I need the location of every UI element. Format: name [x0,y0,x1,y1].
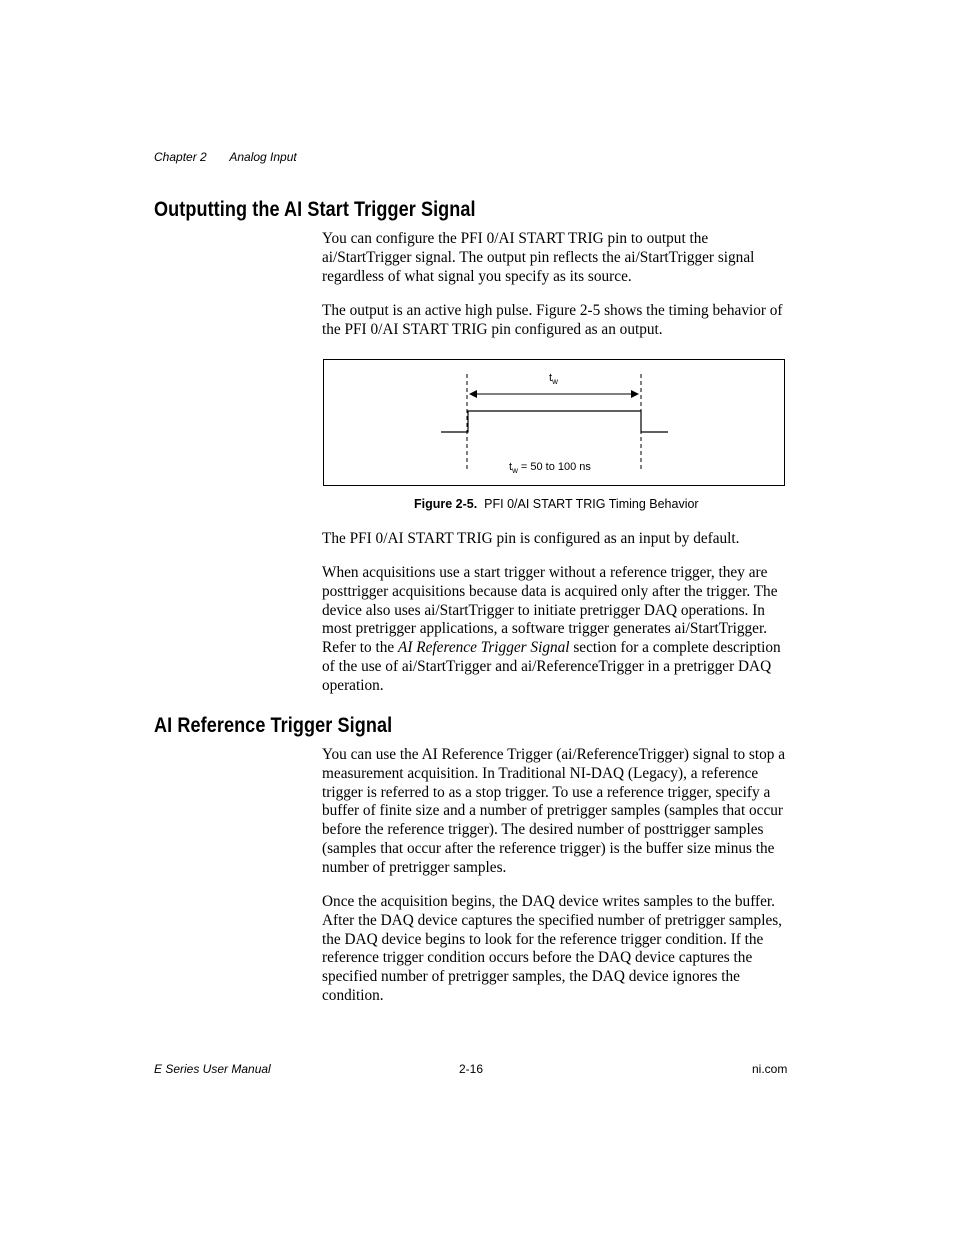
cross-reference: AI Reference Trigger Signal [398,639,570,657]
tw-label: $t_w$ [549,372,558,386]
section-title-start-trigger: Outputting the AI Start Trigger Signal [154,198,476,221]
paragraph: The PFI 0/AI START TRIG pin is configured as an input by default. [322,530,740,547]
header-chapter: Chapter 2 [154,150,207,164]
footer-manual-title: E Series User Manual [154,1062,271,1076]
paragraph: You can use the AI Reference Trigger (ai/ReferenceTrigger) signal to stop a measurement acquisition. In Traditional NI-DAQ (Legacy), a reference trigger is referred to as a stop trigger. To use a reference trigger, specify a buffer of finite size and a number of pretrigger samples (samples that occur before the reference trigger). The desired number of posttrigger samples (samples that occur after the reference trigger) is the buffer size minus the number of pretrigger samples. [322,746,786,876]
pulse-waveform [441,411,668,432]
page-number: 2-16 [459,1062,484,1076]
figure-title: PFI 0/AI START TRIG Timing Behavior [484,497,699,511]
paragraph: The output is an active high pulse. Figure 2-5 shows the timing behavior of the PFI 0/AI START TRIG pin configured as an output. [322,302,783,338]
paragraph: When acquisitions use a start trigger without a reference trigger, they are posttrigger acquisitions because data is acquired only after the trigger. The device also uses ai/StartTrigger to initiate pretrigger DAQ operations. In most pretrigger applications, a software trigger generates ai/StartTrigger. Refer to the AI Reference Trigger Signal section for a complete description of the use of ai/StartTrigger and ai/ReferenceTrigger in a pretrigger DAQ operation. [322,564,781,694]
paragraph: You can configure the PFI 0/AI START TRIG pin to output the ai/StartTrigger signal. The output pin reflects the ai/StartTrigger signal regardless of what signal you specify as its source. [322,230,755,285]
section-title-reference-trigger: AI Reference Trigger Signal [154,714,393,737]
figure-caption [414,497,699,511]
figure-number: Figure 2-5. [414,497,478,511]
tw-range-label: $t_w = 50$ to 100 ns [509,461,591,475]
timing-diagram-svg [324,360,786,487]
timing-diagram [323,359,785,486]
running-header [154,150,297,164]
footer-website: ni.com [752,1062,788,1076]
paragraph: Once the acquisition begins, the DAQ device writes samples to the buffer. After the DAQ device captures the specified number of pretrigger samples, the DAQ device begins to look for the reference trigger condition. If the reference trigger condition occurs before the DAQ device captures the specified number of pretrigger samples, the DAQ device ignores the condition. [322,893,783,1004]
header-section: Analog Input [229,150,297,164]
